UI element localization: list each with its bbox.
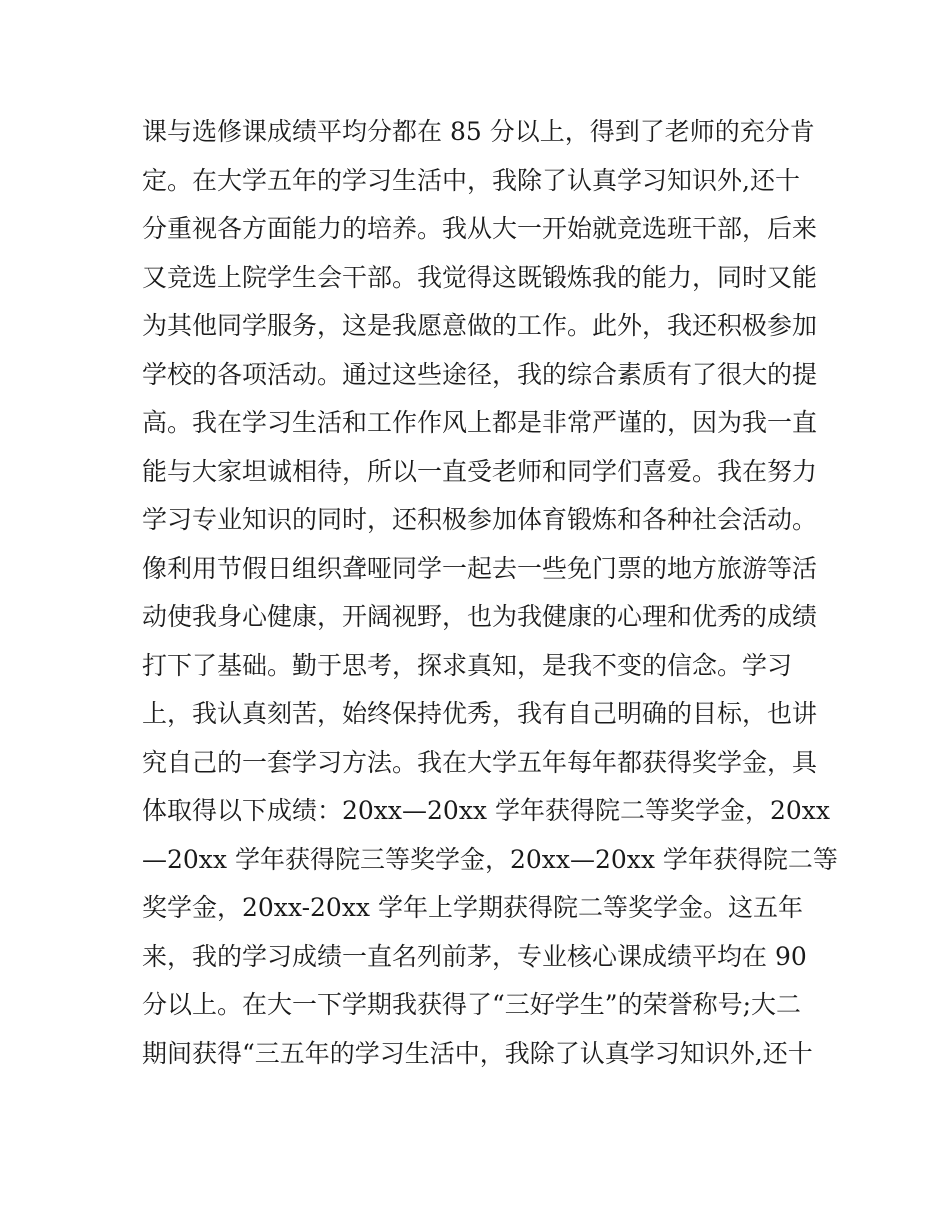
text-line: 期间获得“三五年的学习生活中，我除了认真学习知识外,还十 — [142, 1038, 813, 1068]
text-line: 分以上。在大一下学期我获得了“三好学生”的荣誉称号;大二 — [142, 990, 801, 1019]
text-line: 动使我身心健康，开阔视野，也为我健康的心理和优秀的成绩 — [142, 602, 818, 631]
text-line: 体取得以下成绩：20xx—20xx 学年获得院二等奖学金，20xx — [142, 796, 830, 825]
text-line: 打下了基础。勤于思考，探求真知，是我不变的信念。学习 — [142, 650, 793, 680]
text-line: —20xx 学年获得院三等奖学金，20xx—20xx 学年获得院二等 — [142, 844, 838, 874]
text-line: 上，我认真刻苦，始终保持优秀，我有自己明确的目标，也讲 — [142, 699, 818, 728]
body-text — [142, 108, 838, 1078]
text-line: 究自己的一套学习方法。我在大学五年每年都获得奖学金，具 — [142, 747, 818, 777]
text-line: 为其他同学服务，这是我愿意做的工作。此外，我还积极参加 — [142, 311, 818, 340]
text-line: 课与选修课成绩平均分都在 85 分以上，得到了老师的充分肯 — [142, 117, 815, 146]
text-line: 定。在大学五年的学习生活中，我除了认真学习知识外,还十 — [142, 165, 800, 195]
text-line: 能与大家坦诚相待，所以一直受老师和同学们喜爱。我在努力 — [142, 456, 818, 486]
text-line: 分重视各方面能力的培养。我从大一开始就竞选班干部，后来 — [142, 214, 818, 243]
text-line: 奖学金，20xx-20xx 学年上学期获得院二等奖学金。这五年 — [142, 893, 803, 922]
text-line: 学习专业知识的同时，还积极参加体育锻炼和各种社会活动。 — [142, 505, 818, 534]
text-line: 高。我在学习生活和工作作风上都是非常严谨的，因为我一直 — [142, 408, 818, 437]
text-line: 像利用节假日组织聋哑同学一起去一些免门票的地方旅游等活 — [142, 553, 818, 583]
text-line: 又竞选上院学生会干部。我觉得这既锻炼我的能力，同时又能 — [142, 262, 818, 292]
text-line: 来，我的学习成绩一直名列前茅，专业核心课成绩平均在 90 — [142, 941, 807, 971]
text-line: 学校的各项活动。通过这些途径，我的综合素质有了很大的提 — [142, 359, 818, 389]
